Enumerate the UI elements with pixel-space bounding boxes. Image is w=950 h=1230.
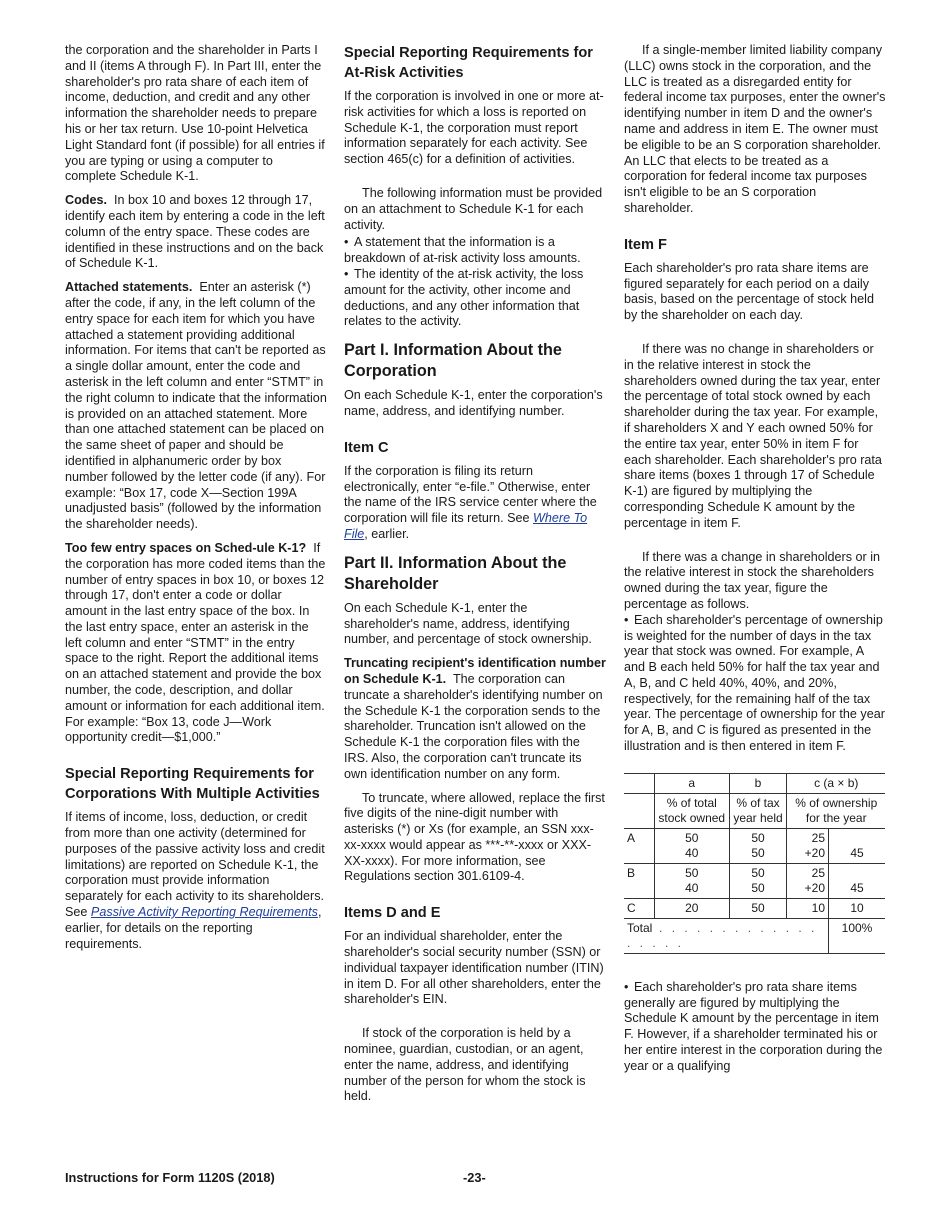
column-1 [65, 43, 327, 960]
truncating-paragraph [344, 656, 606, 782]
cell-c [787, 828, 829, 863]
subheader-a: % of total stock owned [655, 793, 730, 828]
multi-text-b: , earlier, for details on the reporting requirements. [65, 905, 322, 951]
ownership-table [624, 773, 885, 954]
heading-part2: Part II. Information About the Shareholder [344, 553, 567, 593]
itemc-paragraph [344, 464, 606, 543]
row-label: B [624, 863, 655, 898]
row-label: A [624, 828, 655, 863]
where-to-file-link[interactable]: Where To File [344, 511, 588, 541]
toofew-paragraph [65, 541, 327, 746]
bullet-atrisk-1 [344, 235, 606, 267]
heading-item-c: Item C [344, 439, 389, 456]
bullet-atrisk-2 [344, 267, 606, 330]
following-paragraph: The following information must be provided on an attachment to Schedule K-1 for each activity. [344, 185, 603, 232]
bullet-atrisk-1-text: A statement that the information is a breakdown of at-risk activity loss amounts. [344, 235, 581, 266]
part2-paragraph: On each Schedule K-1, enter the shareholder's name, address, identifying number, and percentage of stock ownership. [344, 600, 592, 647]
toofew-text: If the corporation has more coded items than the number of entry spaces in box 10, or boxes 12 through 17, don't enter a code or dollar amount in the last entry space of the box. In the last entry space, enter an asterisk in the left column and enter “STMT” in the entry space to the right. Report the additional items on an attached statement and provide the box number, the code, description, and dollar amount or information for each additional item. For example: “Box 13, code J—Work opportunity credit—$1,000.” [65, 540, 326, 745]
subheader-c: % of ownership for the year [787, 793, 885, 828]
bullet-prorata [624, 980, 886, 1075]
codes-text: In box 10 and boxes 12 through 17, identify each item by entering a code in the left column of the entry space. These codes are identified in these instructions and on the back of Schedule K-1. [65, 193, 325, 271]
truncating-lead: Truncating recipient's identification number on Schedule K-1. [344, 656, 606, 686]
table-header-row [624, 773, 885, 793]
cell-total: 45 [829, 863, 886, 898]
table-total-row [624, 918, 885, 953]
cell-b1: 50 [751, 865, 765, 880]
header-b: b [729, 773, 787, 793]
cell-c1: 25 [811, 830, 825, 845]
cell-c2: +20 [804, 880, 825, 895]
cell-a1: 50 [685, 865, 699, 880]
multi-text-a: If items of income, loss, deduction, or credit from more than one activity (determined for purposes of the passive activity loss and credit limitations) are reported on Schedule K-1, the corporation must provide information separately for each activity to its shareholders. See [65, 810, 325, 920]
cell-b1: 50 [751, 830, 765, 845]
total-label-cell [624, 918, 829, 953]
bullet-atrisk-2-text: The identity of the at-risk activity, the loss amount for the activity, other income and deductions, and any other information that relates to the activity. [344, 266, 584, 329]
attached-paragraph [65, 280, 327, 533]
heading-part1: Part I. Information About the Corporation [344, 341, 562, 381]
part1-paragraph: On each Schedule K-1, enter the corporation's name, address, and identifying number. [344, 388, 603, 418]
column-2 [344, 43, 606, 1113]
table-row [624, 898, 885, 918]
toofew-lead: Too few entry spaces on Sched-ule K-1? [65, 540, 307, 555]
table-subheader-row [624, 793, 885, 828]
bullet-icon: • [624, 979, 629, 994]
change-paragraph: If there was a change in shareholders or in the relative interest in stock the shareholders owned during the tax year, figure the percentage as follows. [624, 549, 881, 611]
cell-b [729, 828, 787, 863]
cell-total: 10 [829, 898, 886, 918]
cell-b [729, 863, 787, 898]
bullet-icon: • [344, 235, 349, 250]
cell-c [787, 863, 829, 898]
truncating-text: The corporation can truncate a shareholder's identifying number on the Schedule K-1 the corporation sends to the shareholder. Truncation isn't allowed on the Schedule K-1 the corporation files with the IRS. Also, the corporation can't truncate its own identification number on any form. [344, 671, 603, 781]
bullet-weighted-text: Each shareholder's percentage of ownership is weighted for the number of days in the tax year that stock was owned. For example, A and B each held 50% for half the tax year and A, B, and C held 40%, 40%, and 20%, respectively, for the remaining half of the tax year. The percentage of ownership for the year for A, B, and C is figured as presented in the illustration and is then entered in item F. [624, 612, 885, 754]
multi-paragraph [65, 810, 327, 952]
truncate-howto-paragraph: To truncate, where allowed, replace the first five digits of the nine-digit number with asterisks (*) or Xs (for example, an SSN xxx-xx-xxxx would appear as ***-**-xxxx or XXX-XX-xxxx). For more information, see Regulations section 301.6109-4. [344, 790, 605, 884]
itemf-paragraph: Each shareholder's pro rata share items are figured separately for each period on a daily basis, based on the percentage of stock held by the shareholder on each day. [624, 260, 874, 323]
itemsde-paragraph: For an individual shareholder, enter the shareholder's social security number (SSN) or individual taxpayer identification number (ITIN) in item D. For all other shareholders, enter the shareholder's EIN. [344, 929, 604, 1007]
attached-lead: Attached statements. [65, 280, 193, 295]
header-a: a [655, 773, 730, 793]
heading-multiple-activities: Special Reporting Requirements for Corporations With Multiple Activities [65, 766, 320, 803]
intro-paragraph: the corporation and the shareholder in Parts I and II (items A through F). In Part III, enter the shareholder's pro rata share of each item of income, deduction, and credit and any other information the shareholder needs to prepare his or her tax return. Use 10-point Helvetica Light Standard font (if possible) for all entries if you are typing or using a computer to complete Schedule K-1. [65, 43, 325, 184]
cell-c2: +20 [804, 845, 825, 860]
total-value: 100% [829, 918, 886, 953]
bullet-weighted [624, 613, 886, 755]
cell-c: 10 [787, 898, 829, 918]
bullet-prorata-text: Each shareholder's pro rata share items generally are figured by multiplying the Schedule K amount by the percentage in item F. However, if a shareholder terminated his or her entire interest in the corporation during the year or a qualifying [624, 979, 883, 1073]
cell-a2: 40 [685, 880, 699, 895]
itemc-text-b: , earlier. [364, 526, 410, 541]
cell-a: 20 [655, 898, 730, 918]
cell-a1: 50 [685, 830, 699, 845]
cell-a [655, 863, 730, 898]
column-3 [624, 43, 886, 1083]
header-c: c (a × b) [787, 773, 885, 793]
subheader-b: % of tax year held [729, 793, 787, 828]
footer-page-number: -23- [463, 1170, 486, 1185]
codes-lead: Codes. [65, 193, 107, 208]
nominee-paragraph: If stock of the corporation is held by a nominee, guardian, custodian, or an agent, enter the name, address, and identifying number of the person for whom the stock is held. [344, 1026, 586, 1104]
passive-activity-link[interactable]: Passive Activity Reporting Requirements [90, 905, 318, 920]
cell-a2: 40 [685, 845, 699, 860]
bullet-icon: • [344, 266, 349, 281]
heading-items-d-e: Items D and E [344, 905, 441, 922]
atrisk-paragraph: If the corporation is involved in one or more at-risk activities for which a loss is reported on Schedule K-1, the corporation must report information separately for each activity. See section 465(c) for a definition of activities. [344, 89, 604, 167]
cell-a [655, 828, 730, 863]
cell-b: 50 [729, 898, 787, 918]
heading-item-f: Item F [624, 236, 667, 253]
table-row [624, 828, 885, 863]
llc-paragraph: If a single-member limited liability company (LLC) owns stock in the corporation, and the LLC is treated as a disregarded entity for federal income tax purposes, enter the owner's identifying number in item D and the owner's name and address in item E. The owner must be eligible to be an S corporation shareholder. An LLC that elects to be treated as a corporation for federal income tax purposes isn't eligible to be an S corporation shareholder. [624, 43, 886, 215]
total-dots: . . . . . . . . . . . . . . . . . . [627, 920, 818, 950]
codes-paragraph [65, 193, 327, 272]
attached-text: Enter an asterisk (*) after the code, if any, in the left column of the entry space for each item for which you have attached a statement providing additional information. For items that can't be reported as a single dollar amount, enter the code and asterisk in the left column and enter “STMT” in the right column to indicate that the information is provided on an attached statement. More than one attached statement can be placed on the same sheet of paper and should be identified in alphanumeric order by box number followed by the letter code (if any). For example: “Box 17, code X—Section 199A unadjusted basis” (followed by the information the shareholder needs). [65, 280, 327, 532]
total-label: Total [627, 920, 653, 935]
heading-at-risk: Special Reporting Requirements for At-Risk Activities [344, 45, 593, 81]
table-row [624, 863, 885, 898]
cell-c1: 25 [811, 865, 825, 880]
footer-form-title: Instructions for Form 1120S (2018) [65, 1170, 275, 1185]
itemc-text-a: If the corporation is filing its return electronically, enter “e-file.” Otherwise, enter the name of the IRS service center where the corporation will file its return. See [344, 463, 597, 526]
row-label: C [624, 898, 655, 918]
cell-total: 45 [829, 828, 886, 863]
cell-b2: 50 [751, 880, 765, 895]
cell-b2: 50 [751, 845, 765, 860]
bullet-icon: • [624, 612, 629, 627]
nochange-paragraph: If there was no change in shareholders or in the relative interest in stock the shareholders owned during the tax year, enter the percentage of total stock owned by each shareholder during the tax year. For example, if shareholders X and Y each owned 50% for the entire tax year, enter 50% in item F for each shareholder. Each shareholder's pro rata share items (boxes 1 through 17 of Schedule K-1) are figured by multiplying the corresponding Schedule K amount by the percentage in item F. [624, 341, 882, 530]
